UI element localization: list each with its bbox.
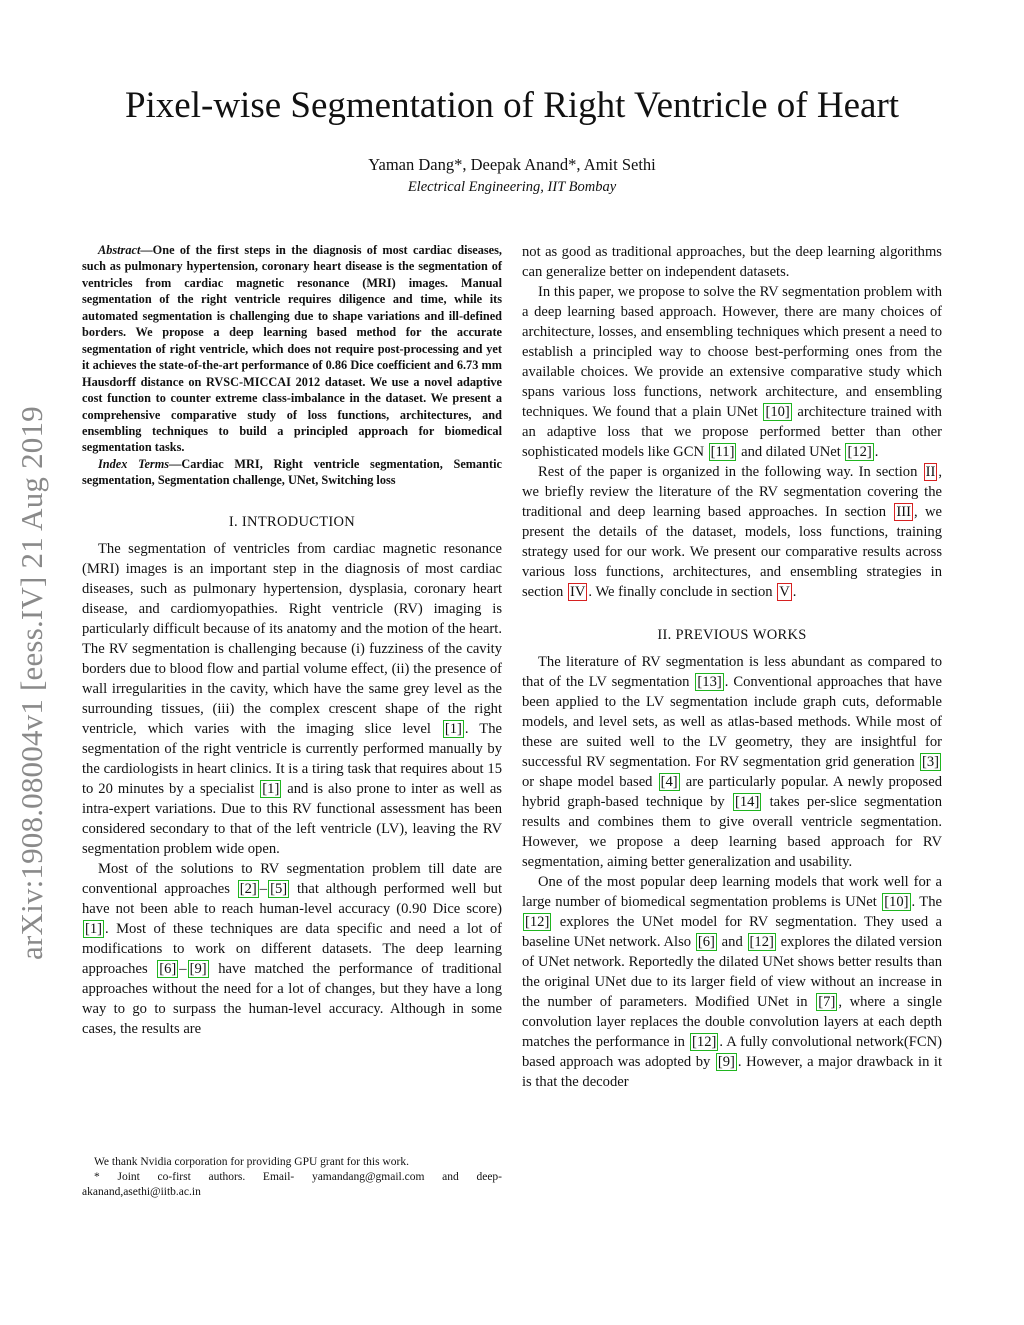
footnotes bbox=[82, 1155, 502, 1200]
intro-paragraph-4: Rest of the paper is organized in the following way. In section II , we briefly review the literature of the RV segmentation covering the traditional and deep learning based approaches. In section III , we present the details of the dataset, models, loss functions, training strategy used for our work. We present our comparative results across various loss functions, architectures, and ensembling strategies in section IV . We finally conclude in section V . bbox=[522, 464, 942, 600]
continued-paragraph: not as good as traditional approaches, but the deep learning algorithms can generalize better on independent datasets. bbox=[522, 244, 942, 280]
citation-link[interactable]: [3] bbox=[921, 754, 939, 770]
citation-link[interactable]: [5] bbox=[270, 880, 288, 897]
citation-link[interactable]: [6] bbox=[697, 934, 715, 950]
citation-link[interactable]: [1] bbox=[85, 920, 103, 937]
right-column bbox=[522, 242, 942, 1092]
section-link[interactable]: V bbox=[779, 584, 790, 600]
citation-link[interactable]: [9] bbox=[189, 960, 207, 977]
abstract-label: Abstract bbox=[98, 243, 141, 257]
abstract-text: —One of the first steps in the diagnosis of most cardiac diseases, such as pulmonary hypertension, coronary heart disease is the segmentation of ventricles from cardiac magnetic resonance (MRI) images. Manual segmentation of the right ventricle requires diligence and time, while its automated segmentation is challenging due to shape variations and ill-defined borders. We propose a deep learning based method for the accurate segmentation of right ventricle, which does not require post-processing and yet it achieves the state-of-the-art performance of 0.86 Dice coefficient and 6.73 mm Hausdorff distance on RVSC-MICCAI 2012 dataset. We use a novel adaptive cost function to counter extreme class-imbalance in the dataset. We present a comprehensive comparative study of loss functions, architectures, and ensembling techniques to build a principled approach for biomedical segmentation tasks. bbox=[82, 243, 502, 455]
citation-link[interactable]: [12] bbox=[847, 444, 872, 460]
citation-link[interactable]: [1] bbox=[262, 780, 280, 797]
previous-works-paragraph-2: One of the most popular deep learning models that work well for a large number of biomedical segmentation problems is UNet [10] . The [12] explores the UNet model for RV segmentation. They used a baseline UNet network. Also [6] and [12] explores the dilated version of UNet network. Reportedly the dilated UNet shows better results than the original UNet due to its larger field of view without an increase in the number of parameters. Modified UNet in [7] , where a single convolution layer replaces the double convolution layers at each depth matches the performance in [12] . A fully convolutional network(FCN) based approach was adopted by [9] . However, a major drawback in it is that the decoder bbox=[522, 874, 943, 1090]
section-heading-previous-works: II. PREVIOUS WORKS bbox=[657, 627, 807, 643]
intro-paragraph-3: In this paper, we propose to solve the RV segmentation problem with a deep learning based approach. However, there are many choices of architecture, losses, and ensembling techniques which present a need to establish a principled way to choose best-performing ones from the available choices. We provide an extensive comparative study which spans various loss functions, network architecture, and ensembling techniques. We found that a plain UNet [10] architecture trained with an adaptive loss that we propose performed better than other sophisticated models like GCN [11] and dilated UNet [12] . bbox=[522, 284, 942, 460]
section-link[interactable]: IV bbox=[570, 584, 586, 600]
citation-link[interactable]: [4] bbox=[660, 774, 678, 790]
citation-link[interactable]: [12] bbox=[692, 1034, 717, 1050]
affiliation: Electrical Engineering, IIT Bombay bbox=[407, 179, 617, 195]
index-terms-label: Index Terms bbox=[98, 456, 170, 471]
section-heading-introduction: I. INTRODUCTION bbox=[228, 513, 356, 530]
arxiv-identifier: arXiv:1908.08004v1 [eess.IV] 21 Aug 2019 bbox=[14, 406, 49, 960]
paper-title: Pixel-wise Segmentation of Right Ventricle of Heart bbox=[124, 85, 900, 126]
citation-link[interactable]: [2] bbox=[239, 880, 257, 897]
citation-link[interactable]: [12] bbox=[525, 914, 550, 930]
footnote-authors: * Joint co-first authors. Email- yamandang@gmail.com and deep-akanand,asethi@iitb.ac.in bbox=[82, 1171, 502, 1198]
left-column bbox=[82, 242, 502, 1039]
citation-link[interactable]: [10] bbox=[765, 404, 790, 420]
abstract bbox=[82, 242, 502, 456]
citation-link[interactable]: [11] bbox=[710, 444, 735, 460]
citation-link[interactable]: [14] bbox=[734, 794, 760, 810]
section-link[interactable]: III bbox=[896, 504, 911, 520]
section-link[interactable]: II bbox=[925, 464, 936, 480]
previous-works-paragraph-1: The literature of RV segmentation is less abundant as compared to that of the LV segmentation [13] . Conventional approaches that have been applied to the LV segmentation include graph cuts, deformable models, and level sets, as well as atlas-based methods. While most of these are suited well to the LV geometry, they are insightful for successful RV segmentation. For RV segmentation grid generation [3] or shape model based [4] are particularly popular. A newly proposed hybrid graph-based technique by [14] takes per-slice segmentation results and combines them to give overall ventricle segmentation. However, we propose a deep learning based approach for RV segmentation, aiming better generalization and usability. bbox=[522, 654, 943, 870]
intro-paragraph-2: Most of the solutions to RV segmentation problem till date are conventional approaches [2] – [5] that although performed well but have not been able to reach human-level accuracy (0.90 Dice score) [1] . Most of these techniques are data specific and need a lot of modifications to work on different datasets. The deep learning approaches [6] – [9] have matched the performance of traditional approaches without the need for a lot of changes, but they have a long way to go to surpass the human-level accuracy. Although in some cases, the results are bbox=[82, 860, 502, 1037]
citation-link[interactable]: [1] bbox=[444, 720, 462, 737]
index-terms-text: —Cardiac MRI, Right ventricle segmentation, Semantic segmentation, Segmentation challenge, UNet, Switching loss bbox=[82, 456, 502, 488]
authors: Yaman Dang*, Deepak Anand*, Amit Sethi bbox=[368, 155, 656, 174]
intro-paragraph-1: The segmentation of ventricles from cardiac magnetic resonance (MRI) images is an important step in the diagnosis of most cardiac diseases, such as pulmonary hypertension, dysplasia, coronary heart disease, and cardiomyopathies. Right ventricle (RV) imaging is particularly difficult because of its anatomy and the motion of the heart. The RV segmentation is challenging because (i) fuzziness of the cavity borders due to blood flow and partial volume effect, (ii) the presence of wall irregularities in the cavity, which have the same grey level as the surrounding tissues, (iii) the complex crescent shape of the right ventricle, which varies with the imaging slice level [1] . The segmentation of the right ventricle is currently performed manually by the cardiologists in heart clinics. It is a tiring task that requires about 15 to 20 minutes by a specialist [1] and is also prone to inter as well as intra-expert variations. Due to this RV functional assessment has been considered secondary to that of the left ventricle (LV), leaving the RV segmentation problem wide open. bbox=[82, 540, 502, 857]
footnote-acknowledgement: We thank Nvidia corporation for providing GPU grant for this work. bbox=[94, 1156, 409, 1168]
index-terms bbox=[82, 456, 502, 489]
citation-link[interactable]: [7] bbox=[818, 994, 836, 1010]
citation-link[interactable]: [12] bbox=[749, 934, 774, 950]
citation-link[interactable]: [9] bbox=[717, 1054, 735, 1070]
citation-link[interactable]: [13] bbox=[697, 674, 722, 690]
citation-link[interactable]: [10] bbox=[884, 894, 909, 910]
citation-link[interactable]: [6] bbox=[159, 960, 177, 977]
